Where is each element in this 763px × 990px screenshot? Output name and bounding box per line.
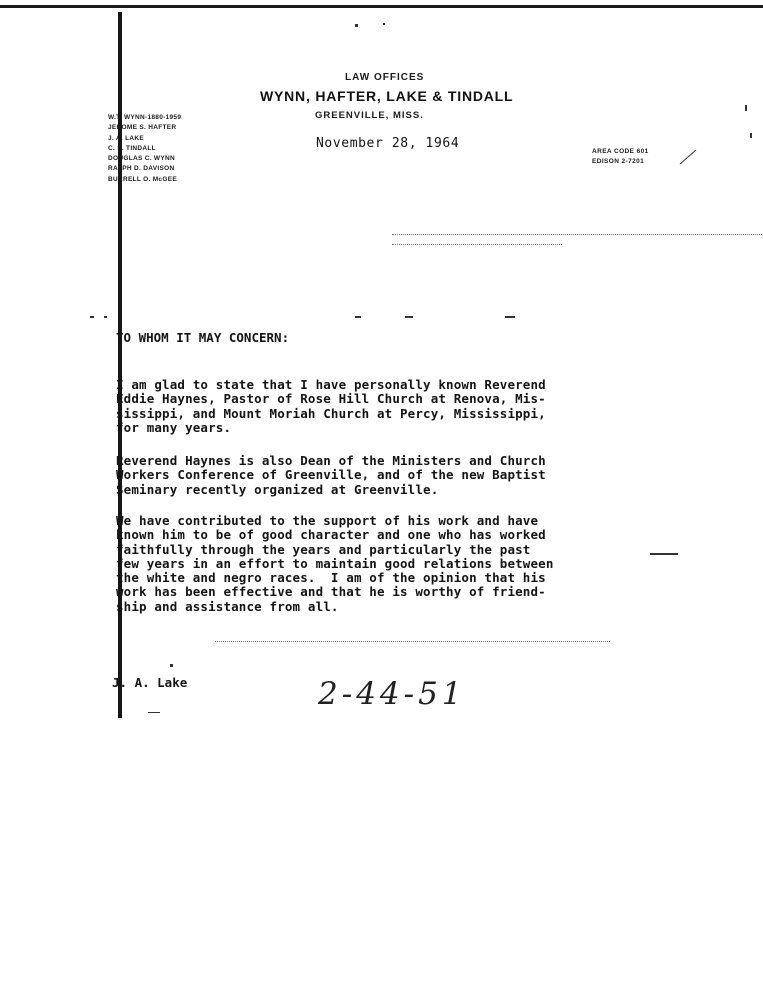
partner-list [108, 113, 181, 185]
handwritten-number: 2-44-51 [318, 676, 466, 712]
partner-name: RALPH D. DAVISON [108, 165, 175, 173]
text-line: ship and assistance from all. [116, 598, 339, 614]
text-line: Seminary recently organized at Greenville. [116, 481, 439, 497]
scan-speck [90, 316, 94, 318]
paragraph-3 [116, 514, 554, 614]
partner-name: DOUGLAS C. WYNN [108, 155, 175, 163]
scan-speck [505, 316, 515, 318]
firm-name: WYNN, HAFTER, LAKE & TINDALL [260, 88, 514, 104]
scan-speck [750, 133, 752, 138]
text-line: sissippi, and Mount Moriah Church at Percy, Mississippi, [116, 405, 546, 421]
scan-speck [650, 553, 678, 555]
pen-mark [678, 148, 698, 166]
scan-speck [148, 712, 160, 713]
partner-name: W.T. WYNN-1880-1959 [108, 114, 182, 121]
text-line: the white and negro races. I am of the opinion that his [116, 570, 546, 586]
partner-name: BURRELL O. McGEE [108, 175, 177, 183]
area-code: AREA CODE 601 [592, 148, 649, 155]
scan-streak [392, 234, 762, 235]
text-line: few years in an effort to maintain good relations between [116, 555, 554, 571]
partner-name: C. S. TINDALL [108, 144, 156, 152]
letter-date: November 28, 1964 [316, 136, 460, 151]
office-label: LAW OFFICES [345, 72, 425, 83]
salutation: TO WHOM IT MAY CONCERN: [116, 330, 290, 345]
paragraph-2 [116, 454, 546, 497]
text-line: for many years. [116, 419, 232, 435]
paragraph-1 [116, 378, 546, 435]
scan-speck [355, 24, 358, 27]
text-line: Workers Conference of Greenville, and of the new Baptist [116, 467, 546, 483]
top-border-line [0, 5, 763, 8]
text-line: Reverend Haynes is also Dean of the Ministers and Church [116, 453, 546, 468]
scan-speck [170, 664, 173, 667]
text-line: I am glad to state that I have personally known Reverend [116, 377, 546, 392]
text-line: faithfully through the years and particularly the past [116, 541, 531, 557]
scan-speck [355, 316, 361, 318]
signature-name: J. A. Lake [112, 675, 188, 690]
text-line: work has been effective and that he is worthy of friend- [116, 584, 546, 600]
partner-name: J. A. LAKE [108, 134, 144, 142]
partner-name: JEROME S. HAFTER [108, 124, 177, 132]
scan-streak [392, 244, 562, 245]
scan-streak [215, 641, 610, 642]
text-line: We have contributed to the support of his work and have [116, 513, 539, 528]
scan-speck [745, 105, 747, 111]
scan-speck [104, 316, 107, 318]
text-line: Eddie Haynes, Pastor of Rose Hill Church at Renova, Mis- [116, 391, 546, 407]
text-line: known him to be of good character and one who has worked [116, 527, 546, 543]
firm-city: GREENVILLE, MISS. [315, 110, 424, 121]
scan-speck [405, 316, 413, 318]
scan-speck [383, 23, 385, 25]
phone-number: EDISON 2-7201 [592, 158, 645, 165]
